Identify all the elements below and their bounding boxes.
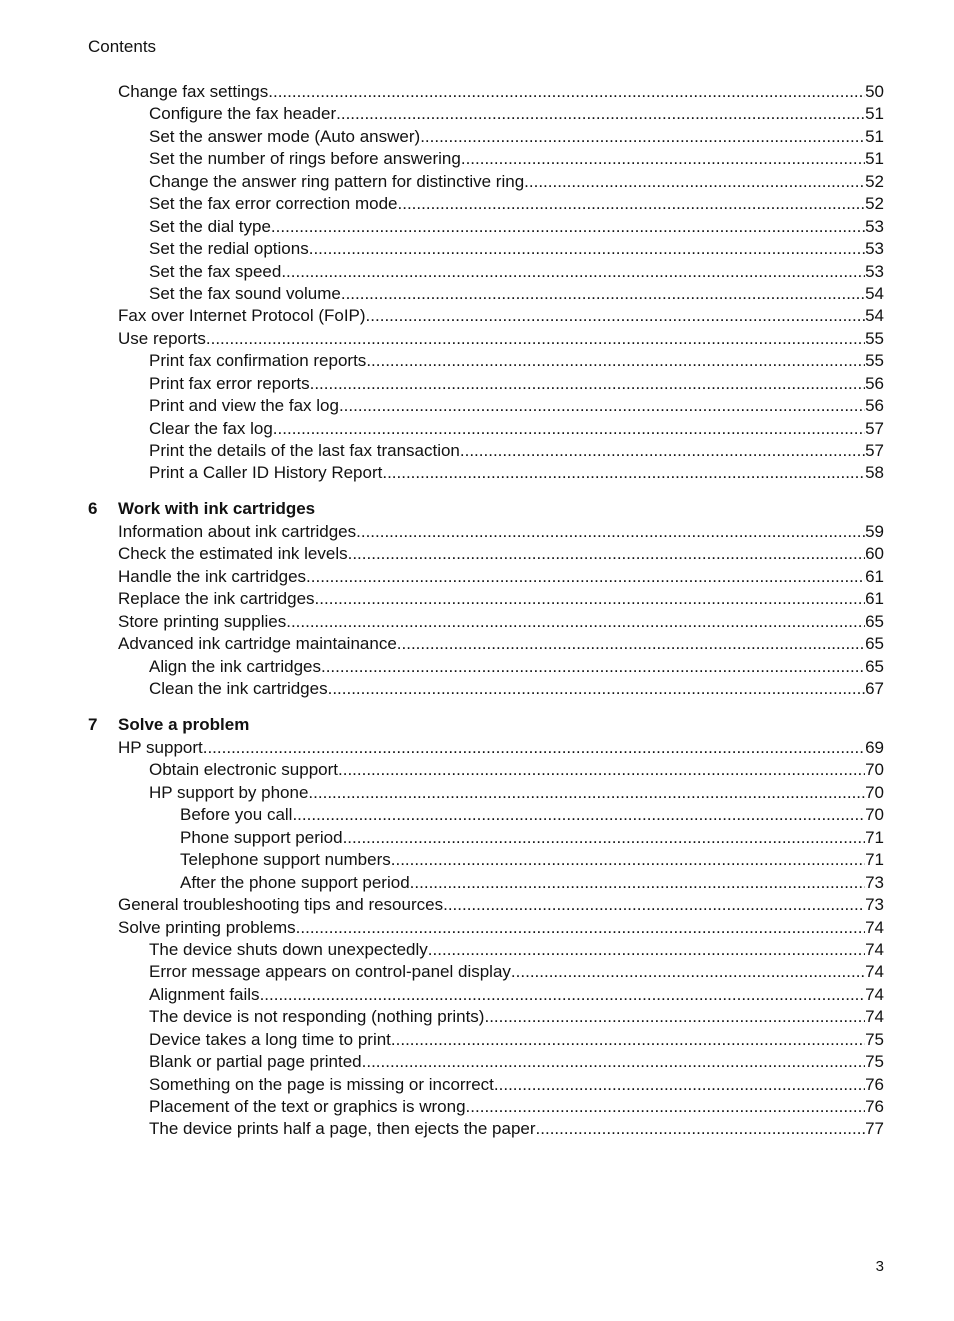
dot-leader bbox=[348, 543, 865, 565]
dot-leader bbox=[336, 103, 865, 125]
dot-leader bbox=[428, 939, 865, 961]
toc-entry-title: Obtain electronic support bbox=[149, 760, 338, 780]
toc-entry[interactable] bbox=[88, 462, 884, 484]
toc-entry[interactable] bbox=[88, 1074, 884, 1096]
chapter-entries bbox=[88, 737, 884, 1141]
toc-entry-page: 75 bbox=[865, 1052, 884, 1072]
dot-leader bbox=[443, 894, 865, 916]
dot-leader bbox=[328, 678, 865, 700]
toc-entry-page: 54 bbox=[865, 283, 884, 303]
toc-entry-title: Handle the ink cartridges bbox=[118, 566, 307, 586]
toc-entry[interactable] bbox=[88, 804, 884, 826]
dot-leader bbox=[397, 633, 865, 655]
toc-entry-page: 51 bbox=[865, 126, 884, 146]
toc-entry-page: 59 bbox=[865, 522, 884, 541]
dot-leader bbox=[366, 305, 866, 327]
chapter-number: 6 bbox=[88, 499, 98, 518]
toc-entry-page: 52 bbox=[865, 194, 884, 214]
toc-entry-page: 74 bbox=[865, 917, 884, 937]
toc-entry[interactable] bbox=[88, 872, 884, 894]
toc-entry-page: 53 bbox=[865, 239, 884, 259]
toc-entry-page: 70 bbox=[865, 782, 884, 802]
toc-entry-page: 76 bbox=[865, 1074, 884, 1094]
toc-entry[interactable] bbox=[88, 894, 884, 916]
toc-entry-title: Set the answer mode (Auto answer) bbox=[149, 126, 421, 146]
toc-entry[interactable] bbox=[88, 961, 884, 983]
toc-entry-page: 53 bbox=[865, 216, 884, 236]
toc-entry-page: 57 bbox=[865, 418, 884, 438]
toc-chapter-6 bbox=[88, 498, 884, 701]
chapter-title: Work with ink cartridges bbox=[118, 499, 316, 518]
toc-entry-page: 74 bbox=[865, 1007, 884, 1027]
toc-entry-title: Blank or partial page printed bbox=[149, 1052, 362, 1072]
chapter-heading[interactable] bbox=[88, 714, 884, 737]
toc-entry-page: 55 bbox=[865, 351, 884, 371]
toc-entry[interactable] bbox=[88, 611, 884, 633]
toc-entry-title: Change fax settings bbox=[118, 82, 269, 101]
toc-entry[interactable] bbox=[88, 440, 884, 462]
dot-leader bbox=[310, 373, 865, 395]
dot-leader bbox=[341, 283, 865, 305]
toc-entry[interactable] bbox=[88, 1029, 884, 1051]
toc-entry[interactable] bbox=[88, 588, 884, 610]
toc-entry-title: HP support bbox=[118, 738, 203, 757]
toc-entry[interactable] bbox=[88, 759, 884, 781]
dot-leader bbox=[461, 148, 865, 170]
toc-entry-title: Alignment fails bbox=[149, 984, 260, 1004]
dot-leader bbox=[260, 984, 866, 1006]
toc-entry-page: 65 bbox=[865, 634, 884, 654]
toc-entry[interactable] bbox=[88, 148, 884, 170]
toc-entry[interactable] bbox=[88, 171, 884, 193]
dot-leader bbox=[203, 737, 865, 759]
toc-entry[interactable] bbox=[88, 395, 884, 417]
toc-entry[interactable] bbox=[88, 566, 884, 588]
toc-entry-title: Placement of the text or graphics is wrong bbox=[149, 1097, 466, 1116]
toc-entry-page: 73 bbox=[865, 895, 884, 915]
dot-leader bbox=[391, 849, 865, 871]
toc-entry-page: 54 bbox=[865, 306, 884, 326]
toc-entry-page: 52 bbox=[865, 171, 884, 191]
toc-entry-title: Print a Caller ID History Report bbox=[149, 463, 383, 483]
toc-continued-section bbox=[88, 81, 884, 485]
toc-entry[interactable] bbox=[88, 216, 884, 238]
toc-entry-title: Clean the ink cartridges bbox=[149, 679, 328, 699]
toc-entry[interactable] bbox=[88, 939, 884, 961]
toc-entry[interactable] bbox=[88, 984, 884, 1006]
toc-entry-title: Print and view the fax log bbox=[149, 396, 339, 416]
dot-leader bbox=[410, 872, 865, 894]
toc-entry-title: Set the fax speed bbox=[149, 261, 282, 281]
toc-entry[interactable] bbox=[88, 261, 884, 283]
toc-entry[interactable] bbox=[88, 849, 884, 871]
dot-leader bbox=[494, 1074, 865, 1096]
toc-entry-page: 67 bbox=[865, 679, 884, 699]
toc-entry-title: Print the details of the last fax transaction bbox=[149, 441, 460, 460]
toc-entry[interactable] bbox=[88, 737, 884, 759]
toc-entry-page: 61 bbox=[865, 589, 884, 609]
dot-leader bbox=[206, 328, 865, 350]
toc-entry-title: Clear the fax log bbox=[149, 418, 273, 438]
toc-entry-title: Fax over Internet Protocol (FoIP) bbox=[118, 306, 366, 326]
dot-leader bbox=[309, 238, 865, 260]
dot-leader bbox=[398, 193, 866, 215]
toc-entry[interactable] bbox=[88, 81, 884, 103]
toc-entry[interactable] bbox=[88, 1096, 884, 1118]
toc-entry-title: Set the fax sound volume bbox=[149, 283, 341, 303]
toc-entry[interactable] bbox=[88, 193, 884, 215]
toc-entry-title: General troubleshooting tips and resources bbox=[118, 895, 444, 915]
dot-leader bbox=[356, 521, 865, 543]
toc-entry-page: 71 bbox=[865, 850, 884, 870]
toc-entry[interactable] bbox=[88, 827, 884, 849]
toc-entry-title: Replace the ink cartridges bbox=[118, 589, 315, 609]
dot-leader bbox=[308, 782, 865, 804]
toc-entry-page: 75 bbox=[865, 1029, 884, 1049]
toc-entry[interactable] bbox=[88, 283, 884, 305]
toc-entry-title: The device prints half a page, then ejects the paper bbox=[149, 1119, 536, 1139]
toc-entry[interactable] bbox=[88, 917, 884, 939]
toc-entry[interactable] bbox=[88, 656, 884, 678]
dot-leader bbox=[466, 1096, 866, 1118]
dot-leader bbox=[343, 827, 866, 849]
dot-leader bbox=[292, 804, 865, 826]
toc-entry-title: Before you call bbox=[180, 805, 293, 825]
chapter-entries bbox=[88, 521, 884, 701]
toc-entry-title: Set the number of rings before answering bbox=[149, 149, 461, 169]
toc-entry-page: 51 bbox=[865, 149, 884, 169]
toc-entry[interactable] bbox=[88, 305, 884, 327]
toc-entry-page: 73 bbox=[865, 872, 884, 892]
chapter-number: 7 bbox=[88, 715, 98, 734]
toc-entry[interactable] bbox=[88, 238, 884, 260]
dot-leader bbox=[271, 216, 865, 238]
toc-entry[interactable] bbox=[88, 126, 884, 148]
toc-entry[interactable] bbox=[88, 350, 884, 372]
toc-entry-page: 56 bbox=[865, 396, 884, 416]
toc-entry-title: The device shuts down unexpectedly bbox=[149, 939, 428, 959]
toc-entry[interactable] bbox=[88, 521, 884, 543]
toc-entry-title: Change the answer ring pattern for distinctive ring bbox=[149, 171, 525, 191]
dot-leader bbox=[339, 395, 865, 417]
dot-leader bbox=[484, 1006, 865, 1028]
toc-entry[interactable] bbox=[88, 633, 884, 655]
toc-entry-page: 77 bbox=[865, 1119, 884, 1139]
toc-entry-title: Print fax confirmation reports bbox=[149, 351, 367, 371]
chapter-heading[interactable] bbox=[88, 498, 884, 521]
toc-entry-title: Check the estimated ink levels bbox=[118, 544, 348, 564]
dot-leader bbox=[268, 81, 865, 103]
toc-entry-title: Configure the fax header bbox=[149, 104, 337, 124]
toc-entry[interactable] bbox=[88, 782, 884, 804]
toc-entry-page: 70 bbox=[865, 760, 884, 780]
toc-entry-title: After the phone support period bbox=[180, 872, 410, 892]
toc-entry-page: 61 bbox=[865, 566, 884, 586]
toc-entry-page: 65 bbox=[865, 611, 884, 631]
toc-entry-title: Phone support period bbox=[180, 827, 343, 847]
dot-leader bbox=[306, 566, 865, 588]
toc-entry[interactable] bbox=[88, 418, 884, 440]
toc-entry-page: 56 bbox=[865, 373, 884, 393]
dot-leader bbox=[281, 261, 865, 283]
toc-entry-title: Telephone support numbers bbox=[180, 850, 391, 870]
toc-entry-page: 60 bbox=[865, 544, 884, 564]
toc-entry-title: Advanced ink cartridge maintainance bbox=[118, 634, 397, 654]
toc-entry[interactable] bbox=[88, 1006, 884, 1028]
toc-entry-title: Use reports bbox=[118, 328, 206, 348]
toc-entry-title: Print fax error reports bbox=[149, 373, 310, 393]
toc-entry-title: HP support by phone bbox=[149, 782, 309, 802]
dot-leader bbox=[460, 440, 865, 462]
dot-leader bbox=[382, 462, 865, 484]
toc-entry-page: 57 bbox=[865, 441, 884, 460]
toc-entry-page: 50 bbox=[865, 82, 884, 101]
toc-chapter-7 bbox=[88, 714, 884, 1141]
toc-entry-title: Store printing supplies bbox=[118, 611, 287, 631]
toc-entry[interactable] bbox=[88, 1118, 884, 1140]
dot-leader bbox=[338, 759, 865, 781]
toc-entry-title: Solve printing problems bbox=[118, 917, 296, 937]
dot-leader bbox=[286, 611, 865, 633]
toc-entry[interactable] bbox=[88, 373, 884, 395]
dot-leader bbox=[315, 588, 866, 610]
dot-leader bbox=[273, 418, 865, 440]
toc-entry-title: Device takes a long time to print bbox=[149, 1029, 391, 1049]
toc-entry[interactable] bbox=[88, 328, 884, 350]
chapter-title: Solve a problem bbox=[118, 715, 250, 734]
toc-entry-page: 76 bbox=[865, 1097, 884, 1116]
toc-entry-page: 74 bbox=[865, 984, 884, 1004]
toc-entry[interactable] bbox=[88, 103, 884, 125]
toc-entry-page: 51 bbox=[865, 104, 884, 124]
page-number: 3 bbox=[875, 1258, 884, 1275]
toc-entry-page: 70 bbox=[865, 805, 884, 825]
toc-entry-page: 71 bbox=[865, 827, 884, 847]
toc-entry-title: Information about ink cartridges bbox=[118, 522, 357, 541]
dot-leader bbox=[524, 171, 865, 193]
toc-entry[interactable] bbox=[88, 543, 884, 565]
toc-entry-title: Something on the page is missing or incorrect bbox=[149, 1074, 494, 1094]
toc-entry[interactable] bbox=[88, 678, 884, 700]
toc-entry-title: Align the ink cartridges bbox=[149, 656, 321, 676]
toc-entry-title: Set the fax error correction mode bbox=[149, 194, 398, 214]
toc-entry-page: 53 bbox=[865, 261, 884, 281]
toc-entry-title: Set the dial type bbox=[149, 216, 271, 236]
toc-entry-title: The device is not responding (nothing prints) bbox=[149, 1007, 485, 1027]
toc-entry-page: 65 bbox=[865, 656, 884, 676]
dot-leader bbox=[296, 917, 865, 939]
toc-entry-page: 55 bbox=[865, 328, 884, 348]
toc-entry[interactable] bbox=[88, 1051, 884, 1073]
dot-leader bbox=[362, 1051, 865, 1073]
toc-entry-page: 74 bbox=[865, 939, 884, 959]
toc-entry-page: 74 bbox=[865, 962, 884, 982]
dot-leader bbox=[511, 961, 865, 983]
toc-entry-page: 58 bbox=[865, 463, 884, 483]
dot-leader bbox=[366, 350, 865, 372]
dot-leader bbox=[321, 656, 865, 678]
dot-leader bbox=[420, 126, 865, 148]
toc-entry-title: Set the redial options bbox=[149, 239, 309, 259]
dot-leader bbox=[536, 1118, 866, 1140]
toc-entry-page: 69 bbox=[865, 738, 884, 757]
dot-leader bbox=[391, 1029, 865, 1051]
running-head: Contents bbox=[88, 37, 157, 56]
toc-entry-title: Error message appears on control-panel display bbox=[149, 962, 511, 982]
